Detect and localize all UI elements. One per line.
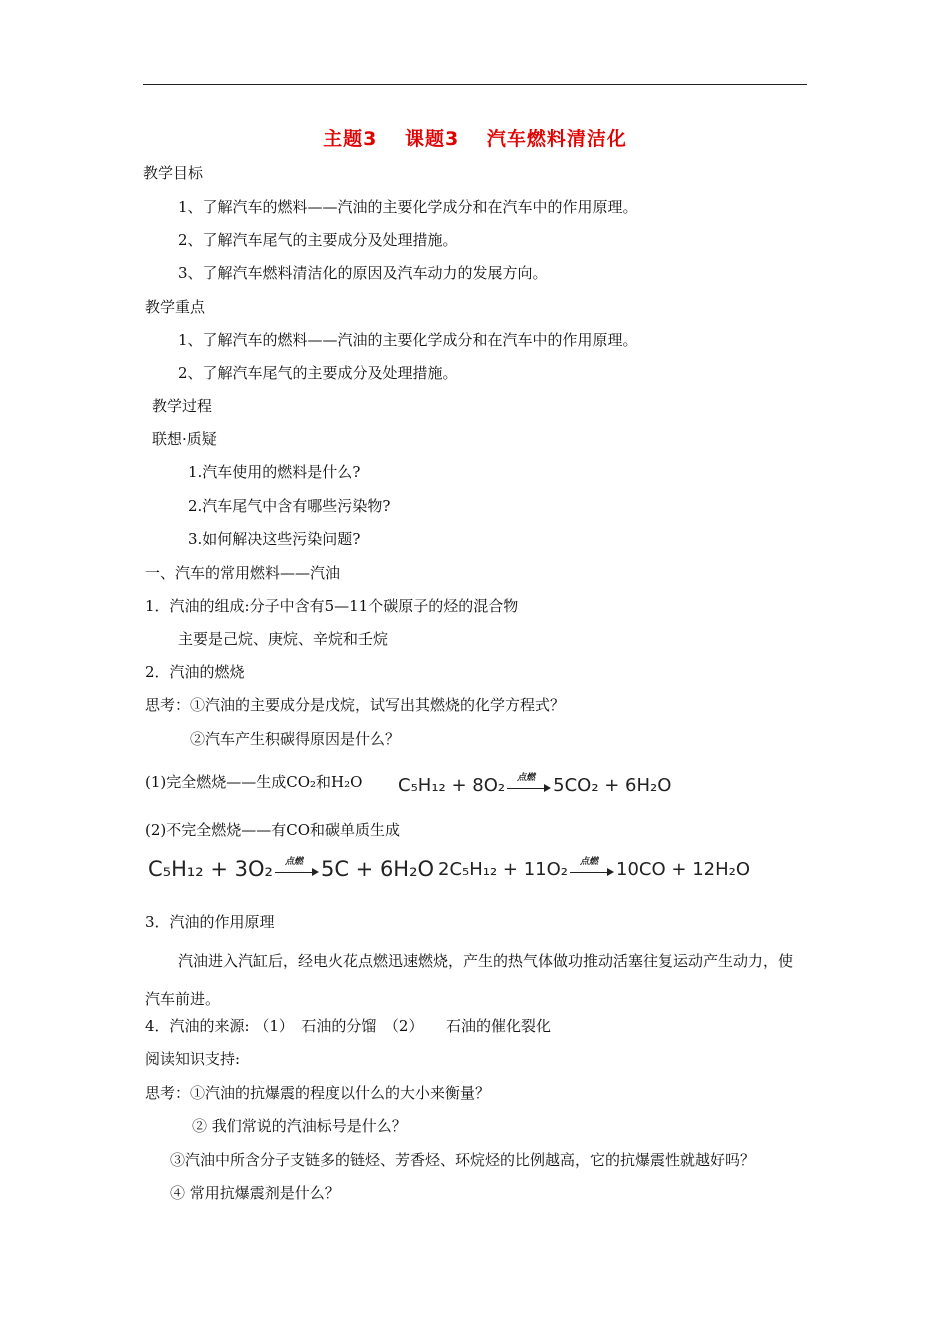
page-title [0, 124, 950, 151]
objective-item: 2、了解汽车尾气的主要成分及处理措施。 [178, 231, 458, 249]
key-point-item: 2、了解汽车尾气的主要成分及处理措施。 [178, 364, 458, 382]
incomplete-combustion-label: (2)不完全燃烧——有CO和碳单质生成 [145, 821, 401, 839]
complete-combustion-label: (1)完全燃烧——生成CO₂和H₂O [145, 773, 363, 791]
reaction-arrow-icon [275, 857, 319, 877]
think-question: 思考：①汽油的抗爆震的程度以什么的大小来衡量？ [145, 1084, 491, 1102]
composition-text: 1．汽油的组成:分子中含有5—11个碳原子的烃的混合物 [145, 597, 519, 615]
equation-products: 10CO + 12H₂O [616, 859, 751, 880]
reaction-arrow-icon [507, 773, 551, 793]
key-points-heading: 教学重点 [145, 298, 206, 316]
question-item: 1.汽车使用的燃料是什么? [188, 463, 361, 481]
question-item: 3.如何解决这些污染问题? [188, 530, 361, 548]
reaction-condition: 点燃 [284, 857, 303, 867]
objectives-heading: 教学目标 [143, 164, 204, 182]
title-topic: 主题3 [323, 128, 378, 150]
reaction-condition: 点燃 [517, 773, 536, 783]
title-lesson: 课题3 [404, 128, 460, 150]
reaction-condition: 点燃 [580, 857, 599, 867]
reaction-arrow-icon [570, 857, 614, 877]
objective-item: 1、了解汽车的燃料——汽油的主要化学成分和在汽车中的作用原理。 [178, 198, 638, 216]
equation-products: 5C + 6H₂O [320, 857, 435, 881]
equation-reactants: C₅H₁₂ + 3O₂ [148, 857, 273, 881]
equation-complete-combustion [398, 775, 671, 796]
think-question: ②汽车产生积碳得原因是什么？ [190, 730, 401, 748]
process-subheading: 联想·质疑 [152, 430, 217, 448]
combustion-heading: 2．汽油的燃烧 [145, 663, 245, 681]
question-item: 2.汽车尾气中含有哪些污染物? [188, 497, 391, 515]
think-question: 思考：①汽油的主要成分是戊烷，试写出其燃烧的化学方程式？ [145, 696, 566, 714]
title-name: 汽车燃料清洁化 [486, 128, 627, 150]
composition-detail: 主要是己烷、庚烷、辛烷和壬烷 [178, 630, 389, 648]
objective-item: 3、了解汽车燃料清洁化的原因及汽车动力的发展方向。 [178, 264, 548, 282]
think-question: ④ 常用抗爆震剂是什么？ [170, 1184, 340, 1202]
equation-products: 5CO₂ + 6H₂O [553, 775, 672, 796]
section-heading: 一、汽车的常用燃料——汽油 [145, 564, 341, 582]
reading-heading: 阅读知识支持: [145, 1050, 241, 1068]
think-question: ③汽油中所含分子支链多的链烃、芳香烃、环烷烃的比例越高，它的抗爆震性就越好吗？ [170, 1151, 756, 1169]
equation-incomplete-co [438, 859, 750, 880]
equation-reactants: C₅H₁₂ + 8O₂ [398, 775, 506, 796]
process-heading: 教学过程 [152, 397, 213, 415]
principle-paragraph: 汽油进入汽缸后，经电火花点燃迅速燃烧，产生的热气体做功推动活塞往复运动产生动力，使汽车前进。 [145, 952, 794, 1008]
equation-reactants: 2C₅H₁₂ + 11O₂ [438, 859, 569, 880]
header-rule [143, 84, 807, 85]
principle-heading: 3．汽油的作用原理 [145, 913, 275, 931]
source-text: 4．汽油的来源: （1） 石油的分馏 （2） 石油的催化裂化 [145, 1017, 551, 1035]
key-point-item: 1、了解汽车的燃料——汽油的主要化学成分和在汽车中的作用原理。 [178, 331, 638, 349]
think-question: ② 我们常说的汽油标号是什么？ [192, 1117, 407, 1135]
equation-incomplete-carbon [148, 857, 434, 881]
